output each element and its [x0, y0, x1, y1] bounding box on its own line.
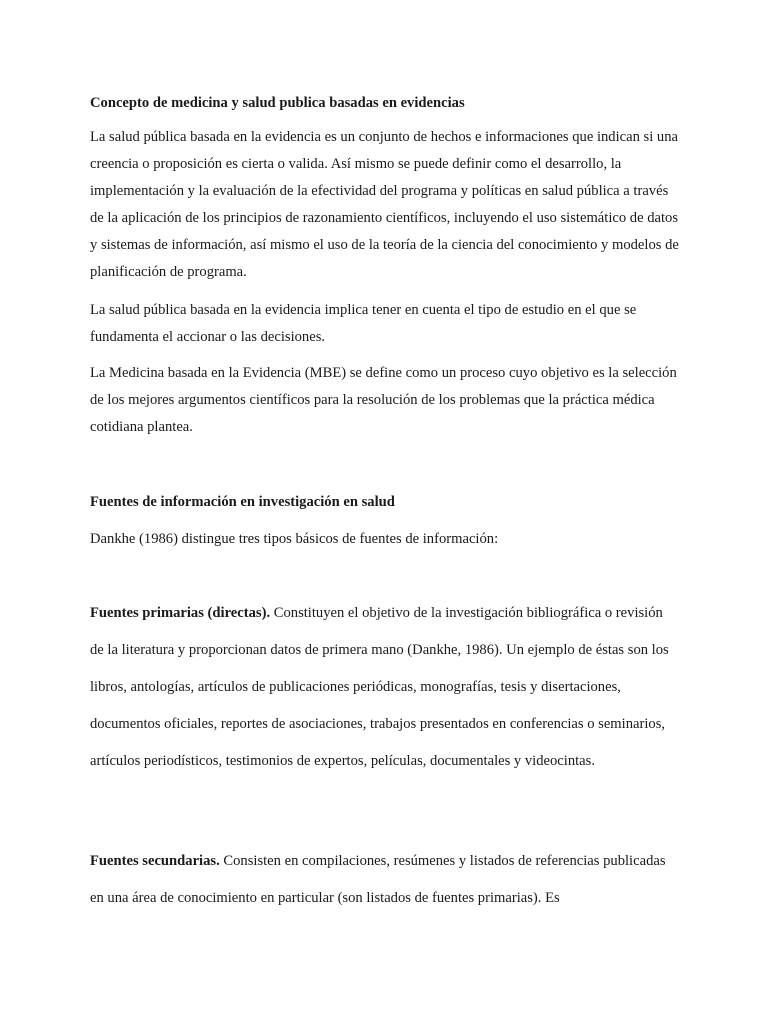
section-title-concepto: Concepto de medicina y salud publica basadas en evidencias — [90, 95, 465, 111]
paragraph-salud-publica-definicion: La salud pública basada en la evidencia es un conjunto de hechos e informaciones que indican si una creencia o proposición es cierta o valida. Así mismo se puede definir como el desarrollo, la implementación y la evaluación de la efectividad del programa y políticas en salud pública a través de la aplicación de los principios de razonamiento científicos, incluyendo el uso sistemático de datos y sistemas de información, así mismo el uso de la teoría de la ciencia del conocimiento y modelos de planificación de programa. — [90, 129, 679, 280]
fuentes-primarias-lead: Fuentes primarias (directas). — [90, 605, 271, 621]
paragraph-fuentes-secundarias — [90, 843, 680, 917]
section-title-fuentes: Fuentes de información en investigación en salud — [90, 494, 395, 510]
fuentes-primarias-text: Constituyen el objetivo de la investigación bibliográfica o revisión de la literatura y proporcionan datos de primera mano (Dankhe, 1986). Un ejemplo de éstas son los libros, antologías, artículos de publicaciones periódicas, monografías, tesis y disertaciones, documentos oficiales, reportes de asociaciones, trabajos presentados en conferencias o seminarios, artículos periodísticos, testimonios de expertos, películas, documentales y videocintas. — [90, 605, 669, 769]
fuentes-secundarias-text: Consisten en compilaciones, resúmenes y listados de referencias publicadas en una área de conocimiento en particular (son listados de fuentes primarias). Es — [90, 853, 666, 906]
fuentes-secundarias-lead: Fuentes secundarias. — [90, 853, 220, 869]
paragraph-dankhe-intro: Dankhe (1986) distingue tres tipos básicos de fuentes de información: — [90, 531, 499, 547]
paragraph-salud-publica-estudio: La salud pública basada en la evidencia implica tener en cuenta el tipo de estudio en el que se fundamenta el accionar o las decisiones. — [90, 302, 637, 345]
paragraph-fuentes-primarias — [90, 595, 680, 780]
paragraph-mbe-definicion: La Medicina basada en la Evidencia (MBE) se define como un proceso cuyo objetivo es la selección de los mejores argumentos científicos para la resolución de los problemas que la práctica médica cotidiana plantea. — [90, 365, 677, 435]
